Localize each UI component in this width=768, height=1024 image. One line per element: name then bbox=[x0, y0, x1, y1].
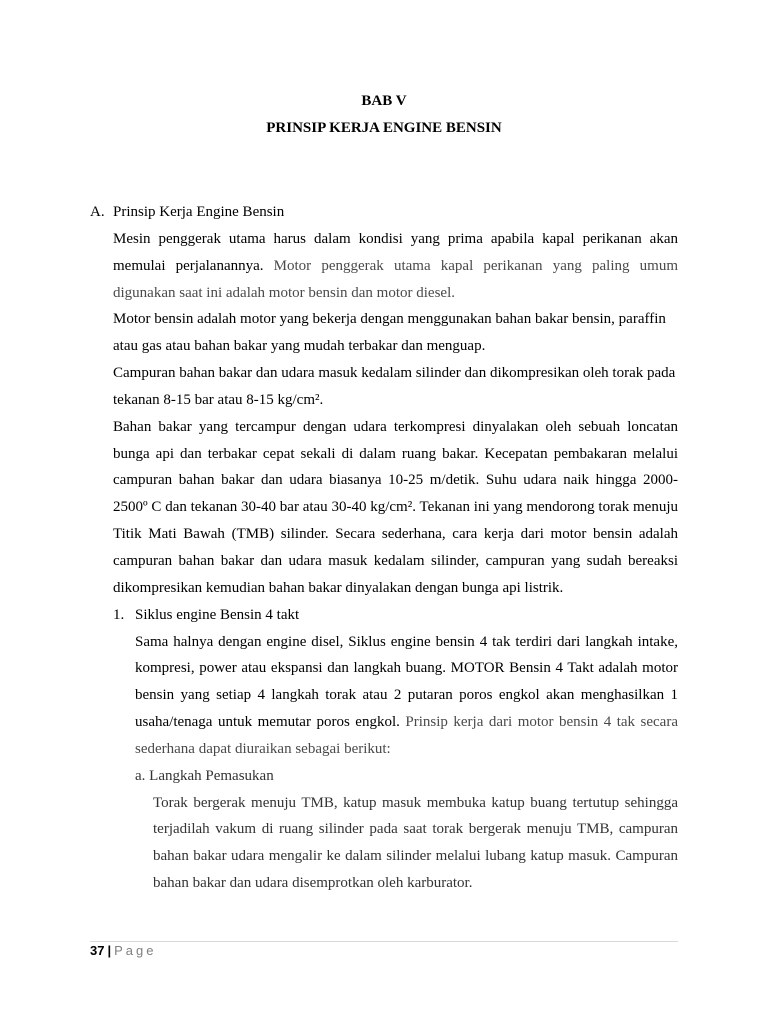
footer-divider bbox=[90, 941, 678, 942]
section-a-paragraph-1 bbox=[113, 226, 678, 307]
paragraph-text-grey: Prinsip kerja dari motor bensin 4 tak secara sederhana dapat diuraikan sebagai berikut: bbox=[135, 714, 678, 757]
chapter-heading: BAB V bbox=[361, 93, 407, 109]
paragraph-text: Mesin penggerak utama harus dalam kondisi yang prima apabila kapal perikanan akan memulai perjalanannya. bbox=[113, 230, 678, 274]
footer-separator: | bbox=[107, 943, 112, 958]
paragraph-text: Sama halnya dengan engine disel, Siklus engine bensin 4 tak terdiri dari langkah intake, kompresi, power atau ekspansi dan langkah buang. MOTOR Bensin 4 Takt adalah motor bensin yang setiap 4 langkah torak atau 2 putaran poros engkol akan menghasilkan 1 usaha/tenaga untuk memutar poros engkol. bbox=[135, 633, 678, 731]
subsection-1-title: Siklus engine Bensin 4 takt bbox=[135, 606, 300, 623]
footer-page-label: Page bbox=[114, 943, 157, 958]
section-a-heading bbox=[90, 199, 678, 226]
paragraph-text-grey: Motor penggerak utama kapal perikanan yang paling umum digunakan saat ini adalah motor bensin dan motor diesel. bbox=[113, 257, 678, 301]
chapter-title: PRINSIP KERJA ENGINE BENSIN bbox=[266, 120, 502, 136]
subsection-1-heading bbox=[113, 602, 678, 629]
section-a-paragraph-3: Campuran bahan bakar dan udara masuk kedalam silinder dan dikompresikan oleh torak pada tekanan 8-15 bar atau 8-15 kg/cm². bbox=[113, 365, 676, 408]
step-a-heading: a. Langkah Pemasukan bbox=[135, 767, 274, 784]
step-a-paragraph: Torak bergerak menuju TMB, katup masuk membuka katup buang tertutup sehingga terjadilah vakum di ruang silinder pada saat torak bergerak menuju TMB, campuran bahan bakar udara mengalir ke dalam silinder melalui lubang katup masuk. Campuran bahan bakar dan udara disemprotkan oleh karburator. bbox=[153, 794, 678, 892]
section-a-paragraph-2: Motor bensin adalah motor yang bekerja dengan menggunakan bahan bakar bensin, paraffin atau gas atau bahan bakar yang mudah terbakar dan menguap. bbox=[113, 311, 666, 355]
body-text bbox=[90, 199, 678, 897]
section-a-marker: A. bbox=[90, 204, 105, 220]
section-a-paragraph-4: Bahan bakar yang tercampur dengan udara terkompresi dinyalakan oleh sebuah loncatan bunga api dan terbakar cepat sekali di dalam ruang bakar. Kecepatan pembakaran melalui campuran bahan bakar dan udara biasanya 10-25 m/detik. Suhu udara naik hingga 2000-2500º C dan tekanan 30-40 bar atau 30-40 kg/cm². Tekanan ini yang mendorong torak menuju Titik Mati Bawah (TMB) silinder. Secara sederhana, cara kerja dari motor bensin adalah campuran bahan bakar dan udara masuk kedalam silinder, campuran yang sudah bereaksi dikompresikan kemudian bahan bakar dinyalakan dengan bunga api listrik. bbox=[113, 418, 678, 596]
section-a-title: Prinsip Kerja Engine Bensin bbox=[113, 204, 285, 220]
page-number: 37 bbox=[90, 943, 105, 958]
page-footer bbox=[90, 942, 156, 960]
subsection-1-marker: 1. bbox=[113, 606, 125, 623]
subsection-1-paragraph bbox=[135, 629, 678, 763]
